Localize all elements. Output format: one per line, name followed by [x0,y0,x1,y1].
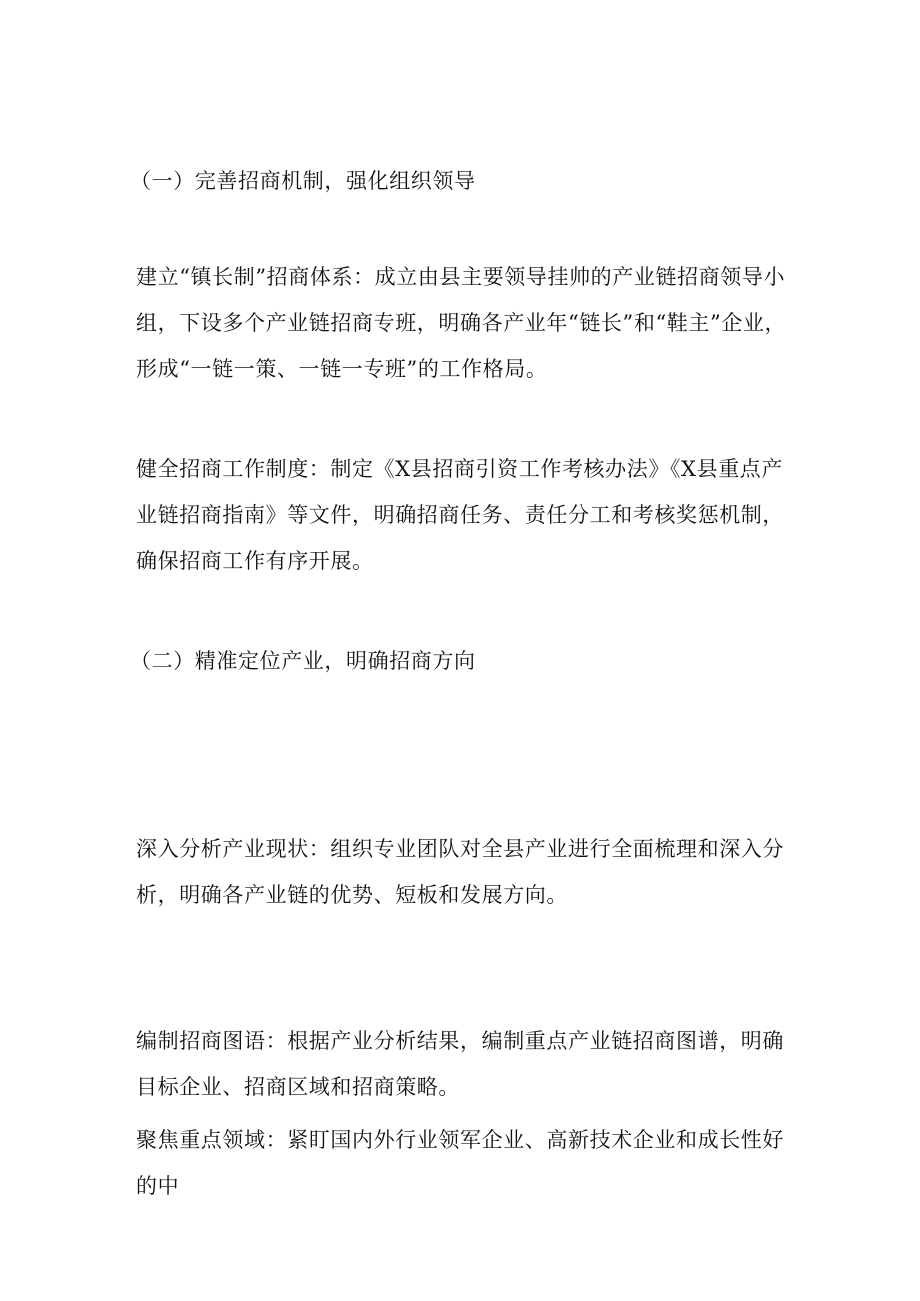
paragraph-work-system: 健全招商工作制度：制定《X县招商引资工作考核办法》《X县重点产业链招商指南》等文件，明确招商任务、责任分工和考核奖惩机制，确保招商工作有序开展。 [136,457,784,573]
paragraph-zhenzhang-system: 建立“镇长制”招商体系：成立由县主要领导挂帅的产业链招商领导小组，下设多个产业链招商专班，明确各产业年“链长”和“鞋主”企业，形成“一链一策、一链一专班”的工作格局。 [136,265,787,381]
section-heading-2: （二）精准定位产业，明确招商方向 [130,649,476,673]
paragraph-industry-analysis: 深入分析产业现状：组织专业团队对全县产业进行全面梳理和深入分析，明确各产业链的优势、短板和发展方向。 [136,837,784,907]
section-heading-1: （一）完善招商机制，强化组织领导 [130,169,476,193]
paragraph-key-fields: 聚焦重点领域：紧盯国内外行业领军企业、高新技术企业和成长性好的中 [136,1128,784,1198]
paragraph-investment-map: 编制招商图语：根据产业分析结果，编制重点产业链招商图谱，明确目标企业、招商区域和招商策略。 [136,1029,784,1099]
